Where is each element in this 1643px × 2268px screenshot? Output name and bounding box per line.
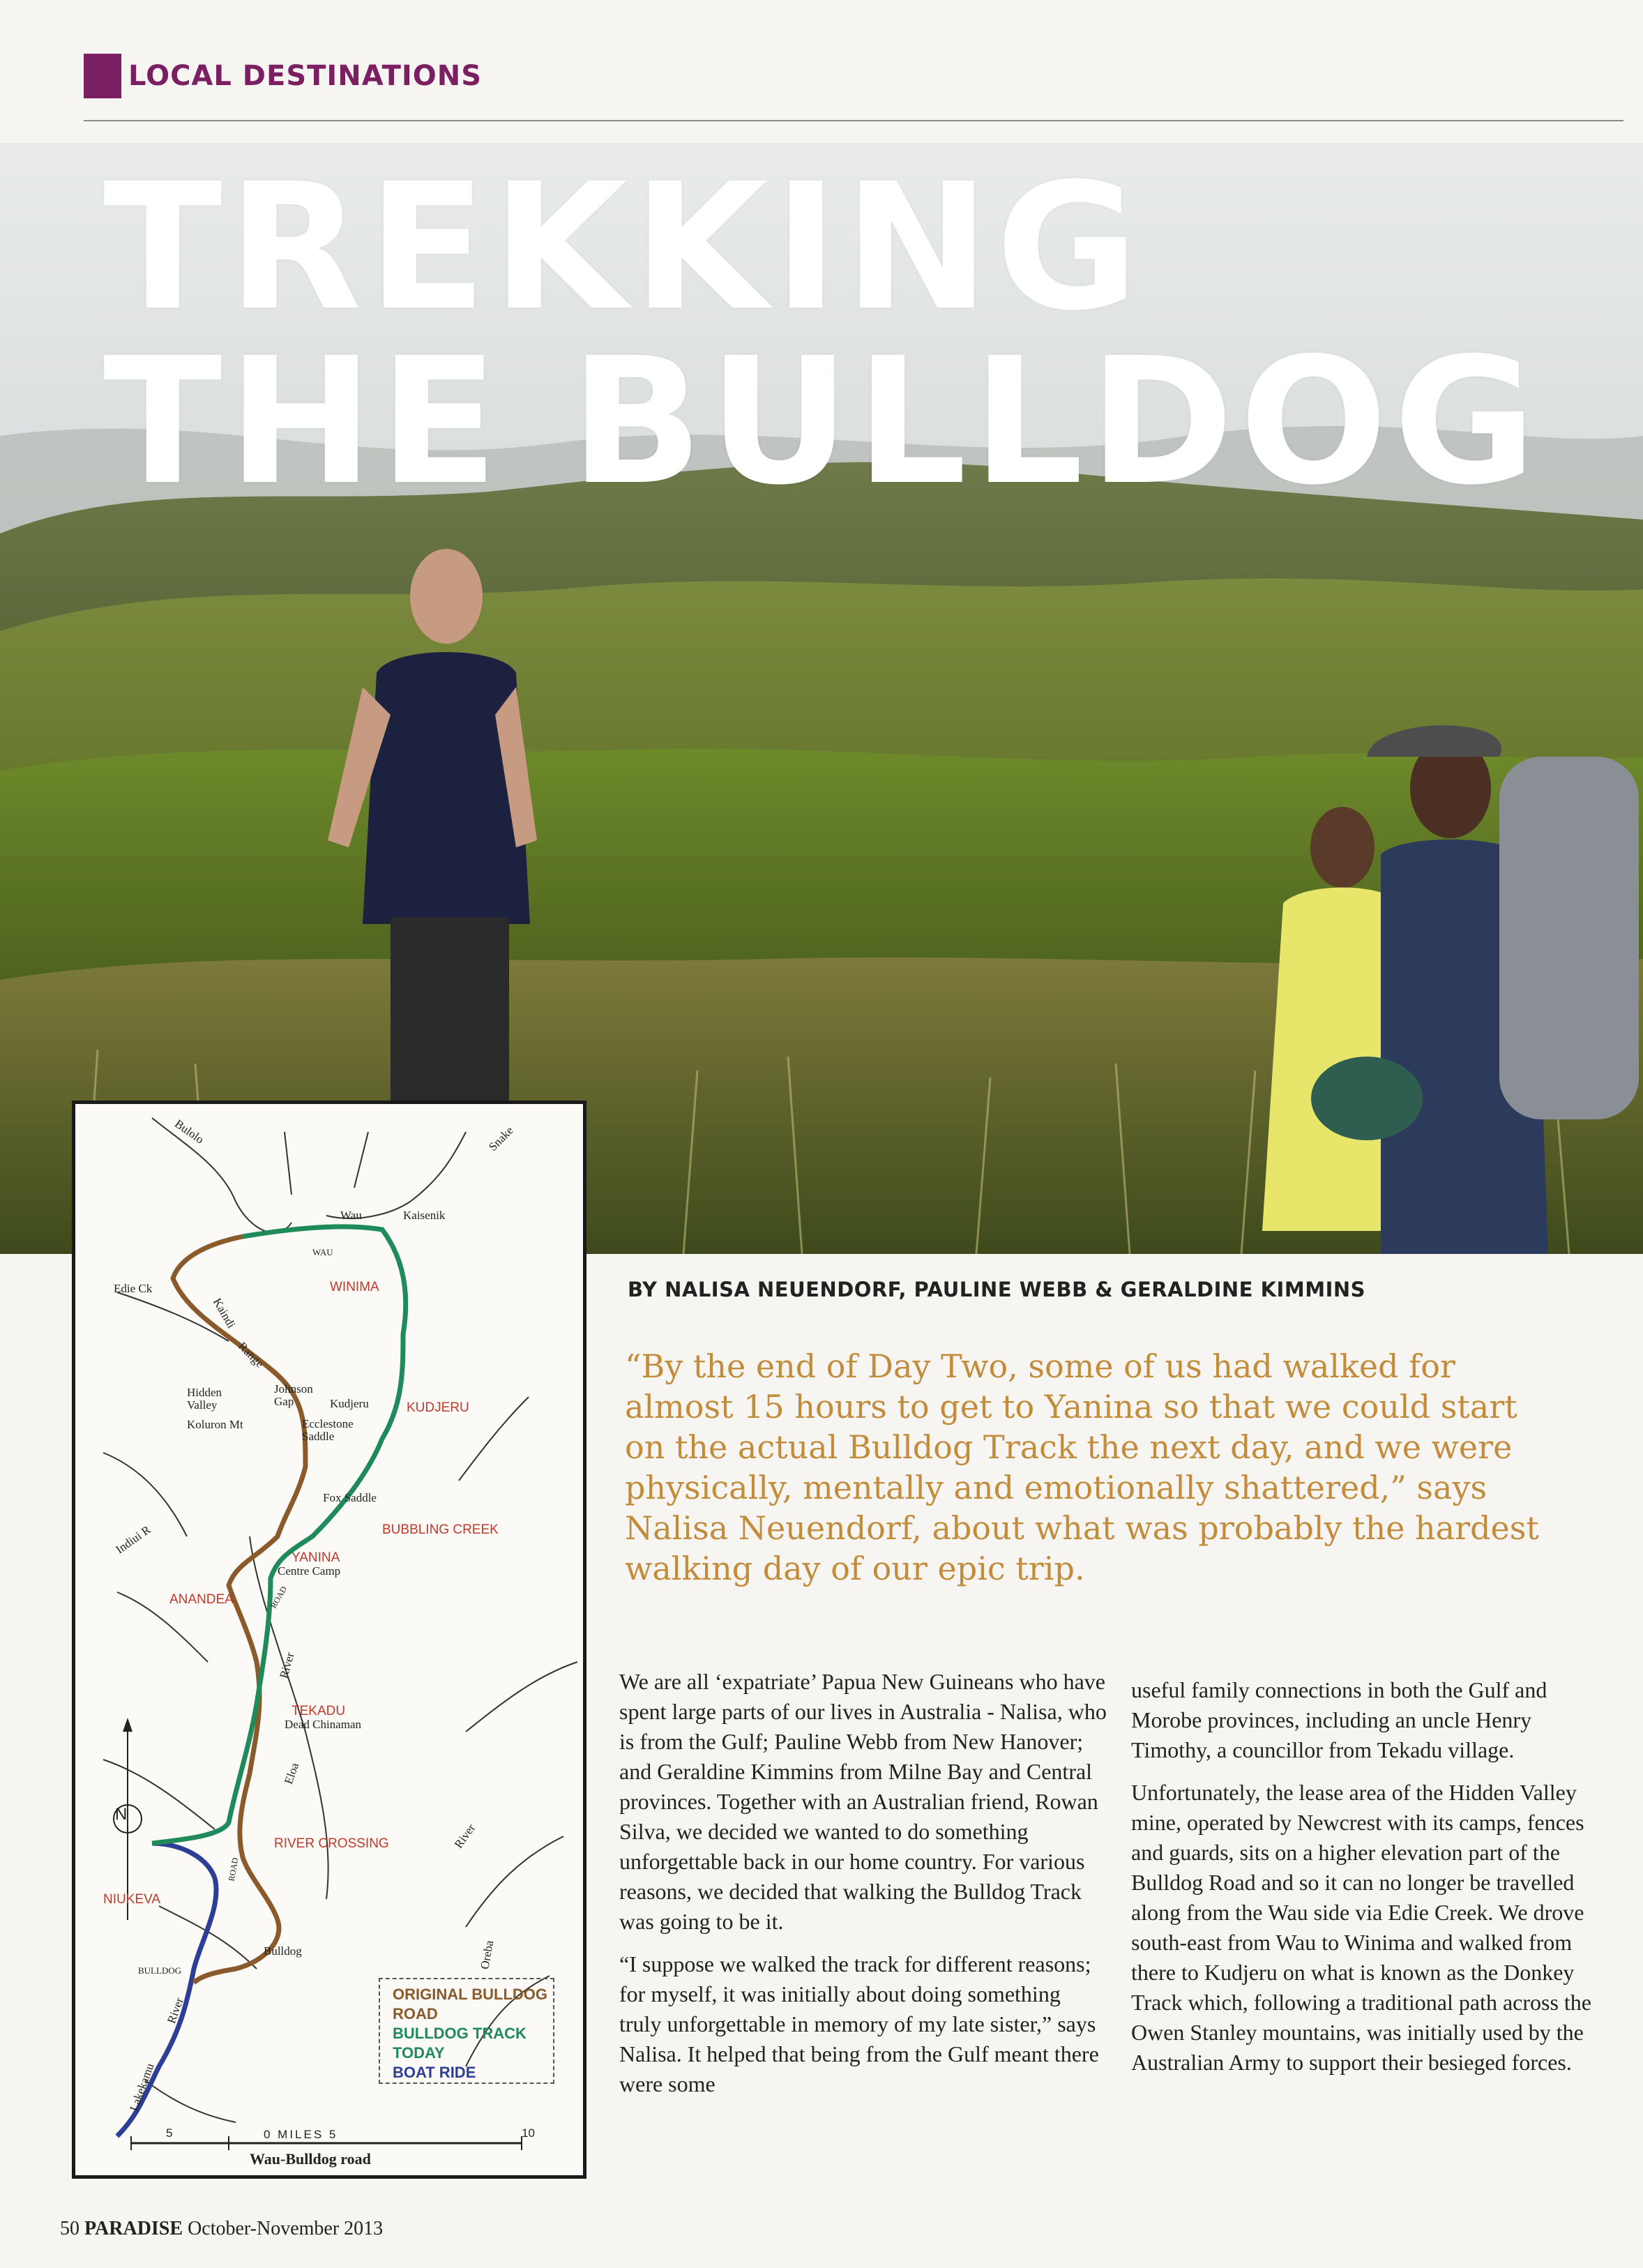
place-edie-ck-label: Edie Ck <box>114 1282 153 1295</box>
magazine-name: PARADISE <box>84 2218 183 2239</box>
place-bulldog-label: Bulldog <box>264 1944 302 1958</box>
place-johnson-gap-label: Johnson Gap <box>274 1382 313 1408</box>
body-paragraph: Unfortunately, the lease area of the Hidden Valley mine, operated by Newcrest with its camps, fences and guards, sits on a higher elevation part of the Bulldog Road and so it can no longer be travelled along from the Wau side via Edie Creek. We drove south-east from Wau to Winima and walked from there to Kudjeru on what is known as the Donkey Track which, following a traditional path across the Owen Stanley mountains, was initially used by the Australian Army to support their besieged forces. <box>1131 1780 1591 2075</box>
place-centre-camp-label: Centre Camp <box>278 1564 341 1578</box>
river-eloa-label: Eloa <box>281 1760 302 1786</box>
place-fox-saddle-label: Fox Saddle <box>323 1491 377 1504</box>
river-lakekamu-label: Lakekamu <box>127 2061 157 2113</box>
place-koluron-label: Koluron Mt <box>187 1418 243 1431</box>
river-river3-label: River <box>165 1995 186 2025</box>
body-paragraph: “I suppose we walked the track for different reasons; for myself, it was initially about doing something truly unforgettable in memory of my late sister,” says Nalisa. It helped that being from the Gulf meant there were some <box>619 1951 1099 2096</box>
legend-boat: BOAT RIDE <box>393 2064 476 2081</box>
boat-route <box>117 1843 216 2136</box>
river-oreba-label: Oreba <box>478 1939 497 1971</box>
headline <box>103 146 1542 523</box>
place-ecclestone-label: Ecclestone Saddle <box>302 1417 354 1443</box>
route-map <box>72 1101 586 2179</box>
place-anandea-label: ANANDEA <box>169 1592 234 1607</box>
road-label: ROAD <box>268 1585 289 1610</box>
page-folio <box>60 2218 383 2240</box>
body-column-1 <box>619 1667 1107 2112</box>
body-paragraph: We are all ‘expatriate’ Papua New Guineans who have spent large parts of our lives in Australia - Nalisa, who is from the Gulf; Pauline Webb from New Hanover; and Geraldine Kimmins from Milne Bay and Central provinces. Together with an Australian friend, Rowan Silva, we decided we wanted to do something unforgettable back in our home country. For various reasons, we decided that walking the Bulldog Track was going to be it. <box>619 1669 1107 1934</box>
scale-five-left: 5 <box>166 2126 173 2140</box>
place-yanina-label: YANINA <box>292 1550 340 1565</box>
issue-date: October-November 2013 <box>188 2218 384 2239</box>
headline-line2: THE BULLDOG <box>103 320 1542 523</box>
page-number: 50 <box>60 2218 80 2239</box>
legend-today-line1: BULLDOG TRACK <box>393 2025 527 2042</box>
legend-original-line2: ROAD <box>393 2005 438 2023</box>
river-river-label: River <box>277 1651 297 1680</box>
section-tag <box>84 52 482 100</box>
place-kaindi-label: Kaindi <box>210 1295 238 1331</box>
north-label: N <box>115 1805 128 1824</box>
road2-label: ROAD <box>226 1857 241 1882</box>
place-winima-label: WINIMA <box>330 1280 379 1294</box>
map-title: Wau-Bulldog road <box>250 2150 371 2168</box>
section-color-square <box>84 54 121 98</box>
river-snake-label: Snake <box>486 1124 516 1154</box>
place-kudjeru-label: KUDJERU <box>407 1400 469 1415</box>
place-wau-small-label: WAU <box>312 1247 333 1257</box>
place-river-crossing-label: RIVER CROSSING <box>274 1836 389 1851</box>
place-bubbling-creek-label: BUBBLING CREEK <box>382 1522 499 1537</box>
body-paragraph: useful family connections in both the Gulf and Morobe provinces, including an uncle Henry Timothy, a councillor from Tekadu village. <box>1131 1677 1547 1762</box>
river-river2-label: River <box>451 1821 478 1851</box>
place-bulldog-caps-label: BULLDOG <box>138 1965 182 1976</box>
place-range-label: Range <box>235 1339 267 1370</box>
place-tekadu-label: TEKADU <box>292 1704 346 1718</box>
scale-miles: 0 MILES 5 <box>264 2128 338 2141</box>
legend-original-line1: ORIGINAL BULLDOG <box>393 1986 548 2003</box>
byline: BY NALISA NEUENDORF, PAULINE WEBB & GERALDINE KIMMINS <box>628 1278 1366 1301</box>
pull-quote: “By the end of Day Two, some of us had walked for almost 15 hours to get to Yanina so that we could start on the actual Bulldog Track the next day, and we were physically, mentally and emotionally shattered,” says Nalisa Neuendorf, about what was probably the hardest walking day of our epic trip. <box>625 1347 1539 1587</box>
place-dead-chinaman-label: Dead Chinaman <box>285 1718 361 1731</box>
place-niukeva-label: NIUKEVA <box>103 1892 161 1907</box>
river-bulolo-label: Bulolo <box>172 1117 206 1147</box>
river-indiui-label: Indiui R <box>113 1522 153 1557</box>
place-wau-label: Wau <box>340 1209 362 1222</box>
legend-today-line2: TODAY <box>393 2044 445 2062</box>
place-hidden-valley-label: Hidden Valley <box>187 1386 222 1412</box>
map-legend <box>379 1978 554 2084</box>
headline-line1: TREKKING <box>103 146 1144 349</box>
body-column-2 <box>1131 1675 1605 2090</box>
place-kudjeru-small-label: Kudjeru <box>330 1397 369 1410</box>
header-rule <box>84 120 1623 121</box>
section-label: LOCAL DESTINATIONS <box>128 60 483 92</box>
scale-ten: 10 <box>522 2126 535 2140</box>
place-kaisenik-label: Kaisenik <box>403 1209 446 1222</box>
